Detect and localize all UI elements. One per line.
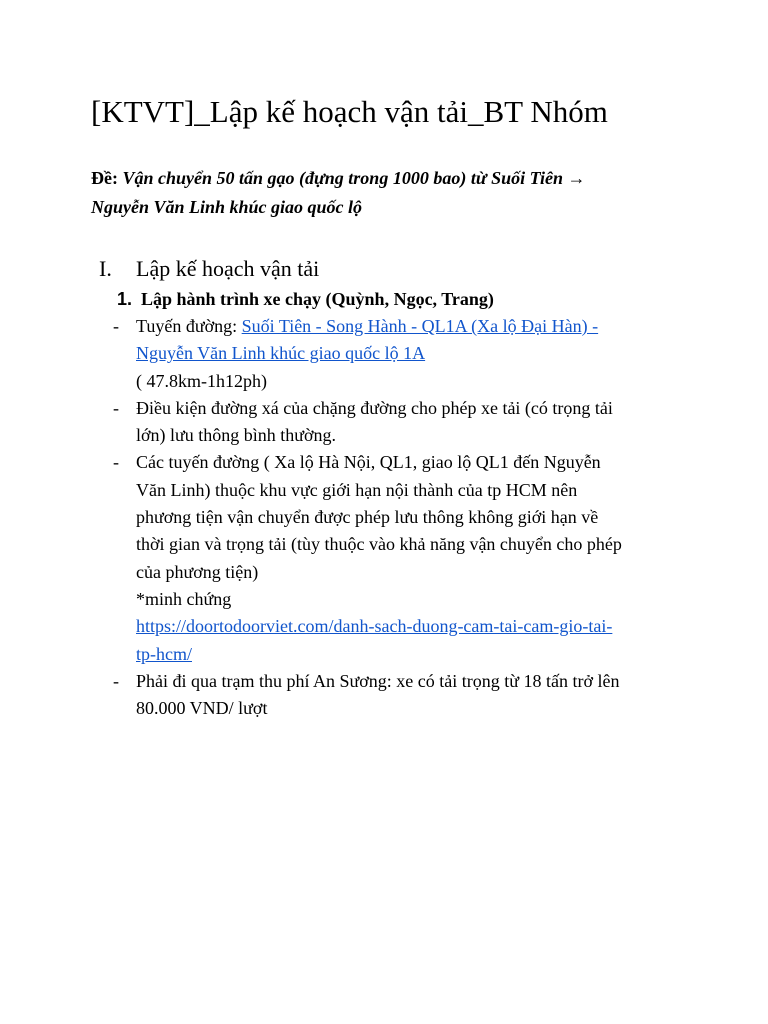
evidence-link-part1[interactable]: https://doortodoorviet.com/danh-sach-duong-cam-tai-cam-gio-tai- [136,616,613,637]
text-line: Các tuyến đường ( Xa lộ Hà Nội, QL1, giao lộ QL1 đến Nguyễn [136,452,601,473]
section-title: Lập kế hoạch vận tải [136,256,320,281]
evidence-link-line2 [136,641,673,668]
document-title: [KTVT]_Lập kế hoạch vận tải_BT Nhóm [91,94,608,129]
problem-text-line2: Nguyễn Văn Linh khúc giao quốc lộ [91,197,363,217]
problem-statement [91,164,711,222]
bullet-restricted-routes [113,449,673,667]
problem-label: Đề: [91,168,118,188]
text-line: 80.000 VND/ lượt [136,698,268,719]
bullet-dash: - [113,397,119,418]
text-line: thời gian và trọng tải (tùy thuộc vào khả năng vận chuyển cho phép [136,534,622,555]
subsection-heading [117,285,494,313]
bullet-road-conditions [113,395,673,450]
section-number: I. [99,256,112,281]
bullet-route [113,313,673,395]
route-link-part1[interactable]: Suối Tiên - Song Hành - QL1A (Xa lộ Đại Hàn) - [241,316,599,336]
evidence-link-line1 [136,613,673,640]
section-heading [99,254,319,284]
route-line [136,313,673,340]
evidence-label: *minh chứng [136,588,232,609]
text-line: phương tiện vận chuyển được phép lưu thông không giới hạn về [136,507,599,528]
route-distance-time: ( 47.8km-1h12ph) [136,370,267,391]
route-prefix: Tuyến đường: [136,316,242,336]
subsection-number: 1. [117,289,133,309]
route-line-2 [136,340,673,367]
bullet-list [113,313,673,722]
bullet-toll-station [113,668,673,723]
text-line: lớn) lưu thông bình thường. [136,425,337,446]
text-line: Phải đi qua trạm thu phí An Sương: xe có tải trọng từ 18 tấn trở lên [136,670,620,691]
route-link-part2[interactable]: Nguyễn Văn Linh khúc giao quốc lộ 1A [136,343,426,364]
text-line: của phương tiện) [136,561,259,582]
text-line: Điều kiện đường xá của chặng đường cho phép xe tải (có trọng tải [136,397,613,418]
bullet-dash: - [113,452,119,473]
problem-text-line1: Vận chuyển 50 tấn gạo (đựng trong 1000 bao) từ Suối Tiên → [122,168,586,188]
bullet-dash: - [113,316,119,336]
bullet-dash: - [113,670,119,691]
text-line: Văn Linh) thuộc khu vực giới hạn nội thành của tp HCM nên [136,479,578,500]
subsection-title: Lập hành trình xe chạy (Quỳnh, Ngọc, Trang) [141,289,494,309]
evidence-link-part2[interactable]: tp-hcm/ [136,643,192,664]
